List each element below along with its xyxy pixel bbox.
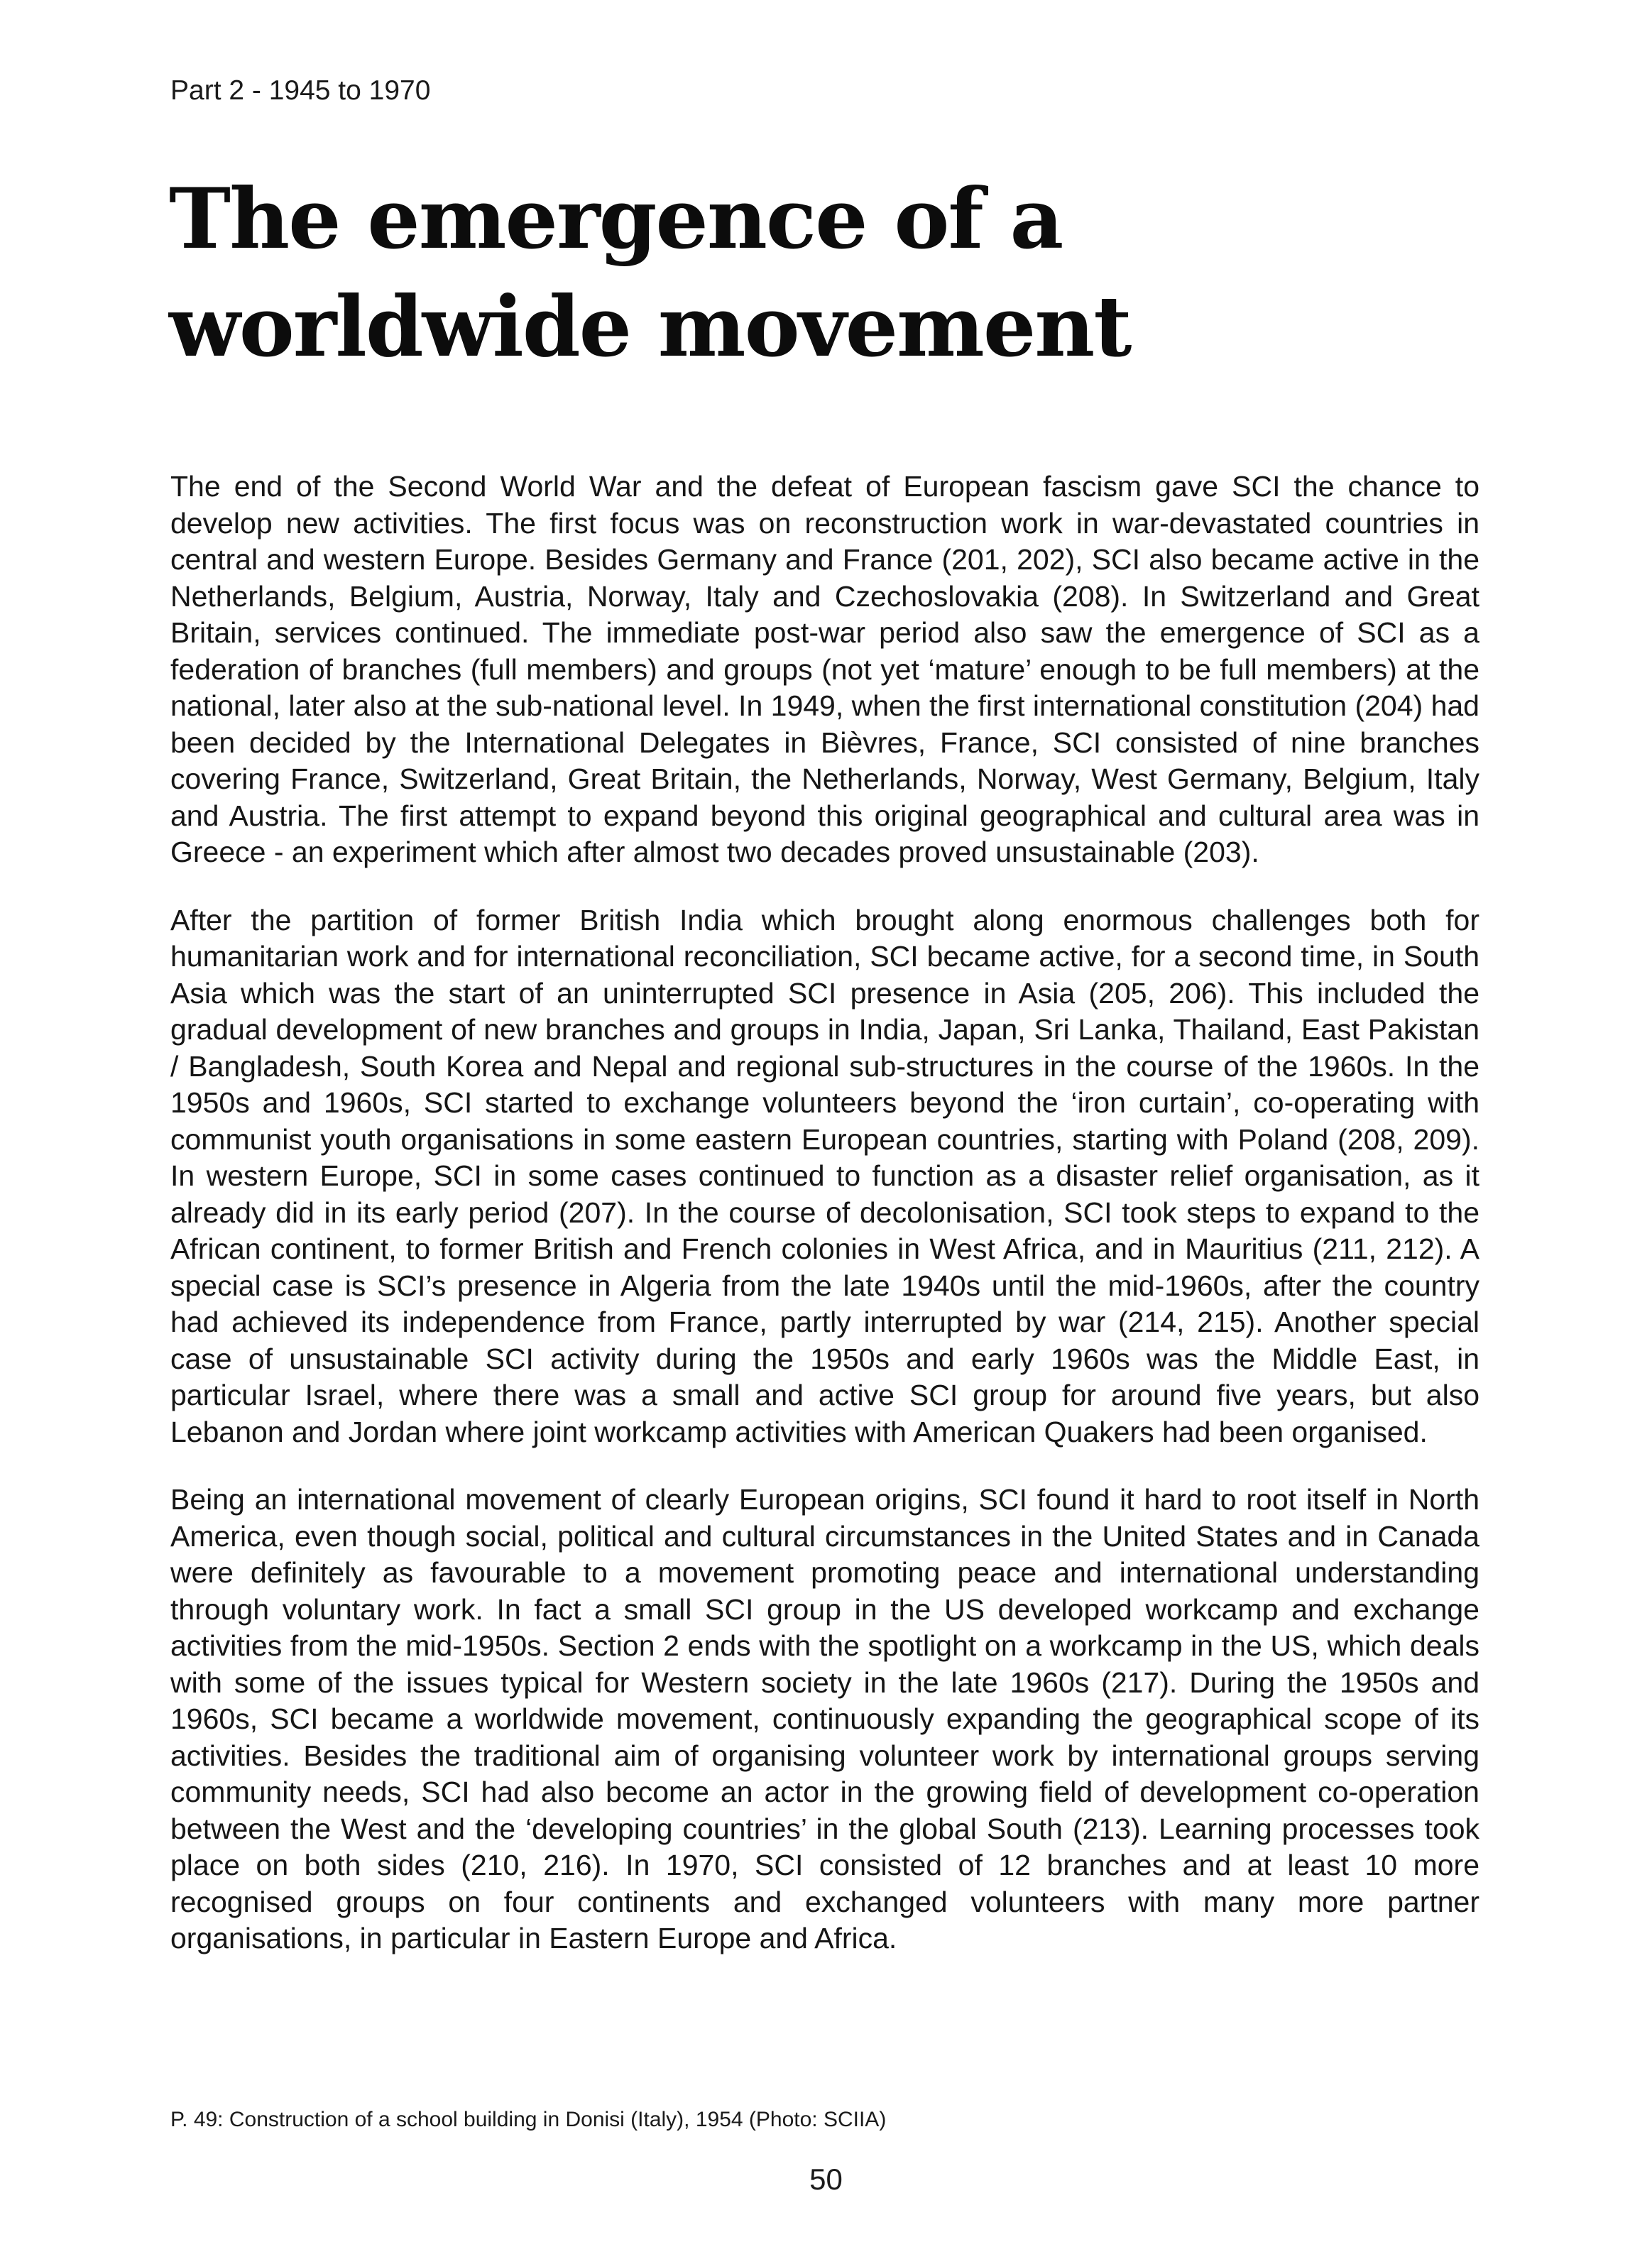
photo-caption: P. 49: Construction of a school building in Donisi (Italy), 1954 (Photo: SCIIA) [170, 2108, 887, 2131]
body-paragraph-2: After the partition of former British India which brought along enormous challenges both for humanitarian work and for international reconciliation, SCI became active, for a second time, in South Asia which was the start of an uninterrupted SCI presence in Asia (205, 206). This included the gradual development of new branches and groups in India, Japan, Sri Lanka, Thailand, East Pakistan / Bangladesh, South Korea and Nepal and regional sub-structures in the course of the 1960s. In the 1950s and 1960s, SCI started to exchange volunteers beyond the ‘iron curtain’, co-operating with communist youth organisations in some eastern European countries, starting with Poland (208, 209). In western Europe, SCI in some cases continued to function as a disaster relief organisation, as it already did in its early period (207). In the course of decolonisation, SCI took steps to expand to the African continent, to former British and French colonies in West Africa, and in Mauritius (211, 212). A special case is SCI’s presence in Algeria from the late 1940s until the mid-1960s, after the country had achieved its independence from France, partly interrupted by war (214, 215). Another special case of unsustainable SCI activity during the 1950s and early 1960s was the Middle East, in particular Israel, where there was a small and active SCI group for around five years, but also Lebanon and Jordan where joint workcamp activities with American Quakers had been organised. [170, 903, 1479, 1448]
page-number: 50 [809, 2162, 843, 2196]
body-paragraph-3: Being an international movement of clearly European origins, SCI found it hard to root itself in North America, even though social, political and cultural circumstances in the United States and in Canada were definitely as favourable to a movement promoting peace and international understanding through voluntary work. In fact a small SCI group in the US developed workcamp and exchange activities from the mid-1950s. Section 2 ends with the spotlight on a workcamp in the US, which deals with some of the issues typical for Western society in the late 1960s (217). During the 1950s and 1960s, SCI became a worldwide movement, continuously expanding the geographical scope of its activities. Besides the traditional aim of organising volunteer work by international groups serving community needs, SCI had also become an actor in the growing field of development co-operation between the West and the ‘developing countries’ in the global South (213). Learning processes took place on both sides (210, 216). In 1970, SCI consisted of 12 branches and at least 10 more recognised groups on four continents and exchanged volunteers with many more partner organisations, in particular in Eastern Europe and Africa. [170, 1483, 1479, 1954]
article-body [170, 469, 1479, 1989]
body-paragraph-1: The end of the Second World War and the defeat of European fascism gave SCI the chance to develop new activities. The first focus was on reconstruction work in war-devastated countries in central and western Europe. Besides Germany and France (201, 202), SCI also became active in the Netherlands, Belgium, Austria, Norway, Italy and Czechoslovakia (208). In Switzerland and Great Britain, services continued. The immediate post-war period also saw the emergence of SCI as a federation of branches (full members) and groups (not yet ‘mature’ enough to be full members) at the national, later also at the sub-national level. In 1949, when the first international constitution (204) had been decided by the International Delegates in Bièvres, France, SCI consisted of nine branches covering France, Switzerland, Great Britain, the Netherlands, Norway, West Germany, Belgium, Italy and Austria. The first attempt to expand beyond this original geographical and cultural area was in Greece - an experiment which after almost two decades proved unsustainable (203). [170, 470, 1479, 868]
running-head: Part 2 - 1945 to 1970 [170, 75, 431, 106]
page-title: The emergence of a worldwide movement [169, 170, 1131, 376]
